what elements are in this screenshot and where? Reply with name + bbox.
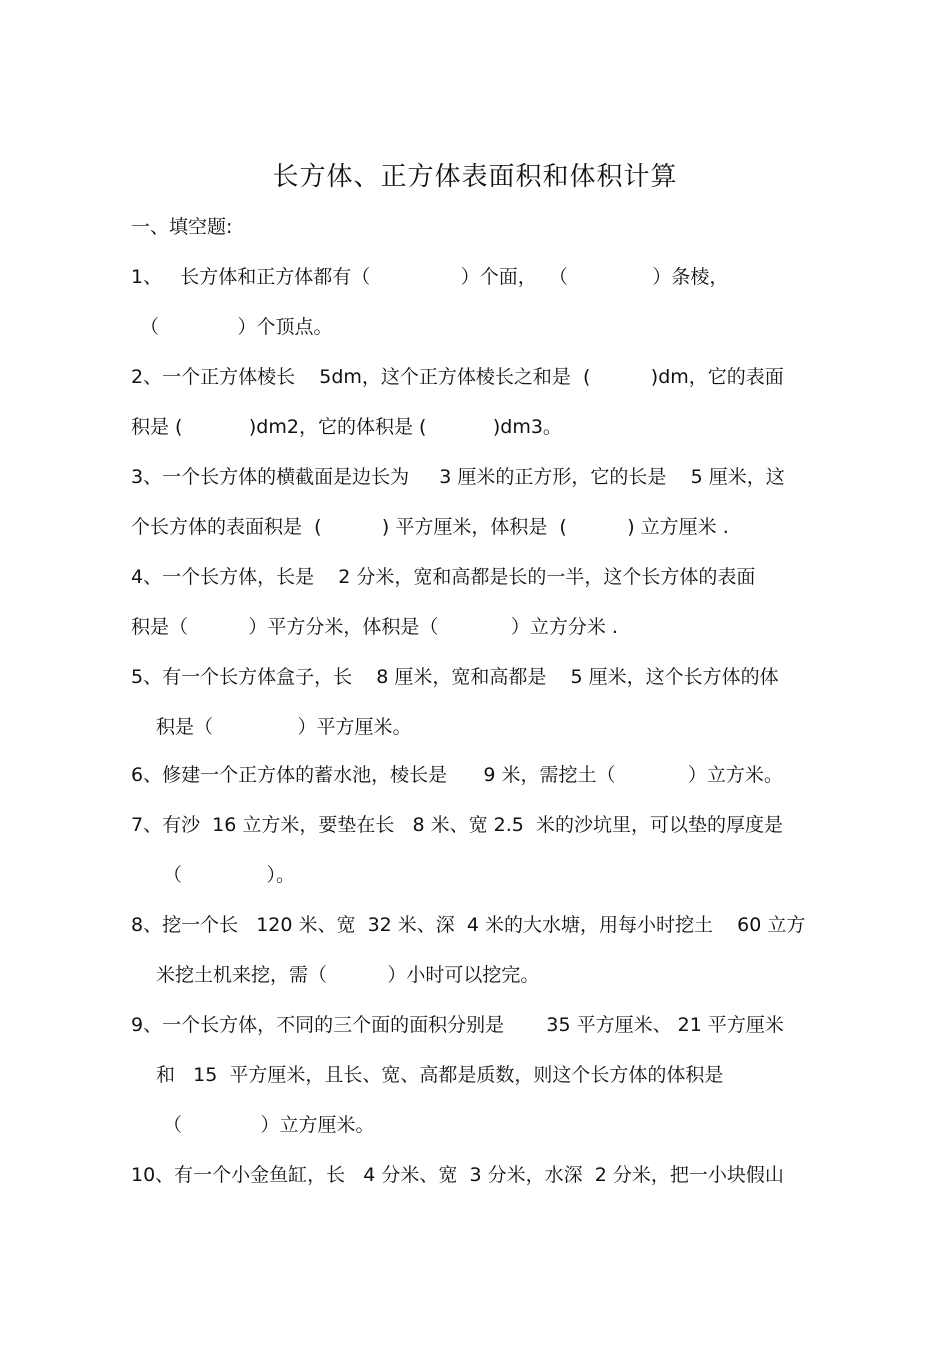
question-8-line-2: 米挖土机来挖，需（ ）小时可以挖完。 — [156, 964, 540, 986]
question-4-line-2: 积是（ ）平方分米，体积是（ ）立方分米 . — [131, 616, 618, 638]
question-3-line-2: 个长方体的表面积是 ( ) 平方厘米，体积是 ( ) 立方厘米 . — [131, 516, 729, 538]
question-3-line-1: 3、一个长方体的横截面是边长为 3 厘米的正方形，它的长是 5 厘米，这 — [131, 466, 785, 488]
question-7-line-2: （ ）。 — [163, 864, 296, 886]
question-6-line-1: 6、修建一个正方体的蓄水池，棱长是 9 米，需挖土（ ）立方米。 — [131, 764, 783, 786]
section-heading: 一、填空题: — [131, 216, 233, 238]
question-1-line-1: 1、 长方体和正方体都有（ ）个面， （ ）条棱， — [131, 266, 729, 288]
page-title: 长方体、正方体表面积和体积计算 — [272, 162, 678, 192]
question-8-line-1: 8、挖一个长 120 米、宽 32 米、深 4 米的大水塘，用每小时挖土 60 立方 — [131, 914, 806, 936]
question-9-line-1: 9、一个长方体，不同的三个面的面积分别是 35 平方厘米、 21 平方厘米 — [131, 1014, 784, 1036]
question-2-line-2: 积是 ( )dm2，它的体积是 ( )dm3。 — [131, 416, 562, 438]
question-5-line-2: 积是（ ）平方厘米。 — [156, 716, 412, 738]
question-7-line-1: 7、有沙 16 立方米，要垫在长 8 米、宽 2.5 米的沙坑里，可以垫的厚度是 — [131, 814, 783, 836]
question-10-line-1: 10、有一个小金鱼缸，长 4 分米、宽 3 分米，水深 2 分米，把一小块假山 — [131, 1164, 784, 1186]
question-5-line-1: 5、有一个长方体盒子，长 8 厘米，宽和高都是 5 厘米，这个长方体的体 — [131, 666, 779, 688]
question-4-line-1: 4、一个长方体，长是 2 分米，宽和高都是长的一半，这个长方体的表面 — [131, 566, 756, 588]
question-1-line-2: （ ）个顶点。 — [140, 316, 333, 338]
question-2-line-1: 2、一个正方体棱长 5dm，这个正方体棱长之和是 ( )dm，它的表面 — [131, 366, 784, 388]
question-9-line-2: 和 15 平方厘米，且长、宽、高都是质数，则这个长方体的体积是 — [156, 1064, 724, 1086]
question-9-line-3: （ ）立方厘米。 — [163, 1114, 375, 1136]
